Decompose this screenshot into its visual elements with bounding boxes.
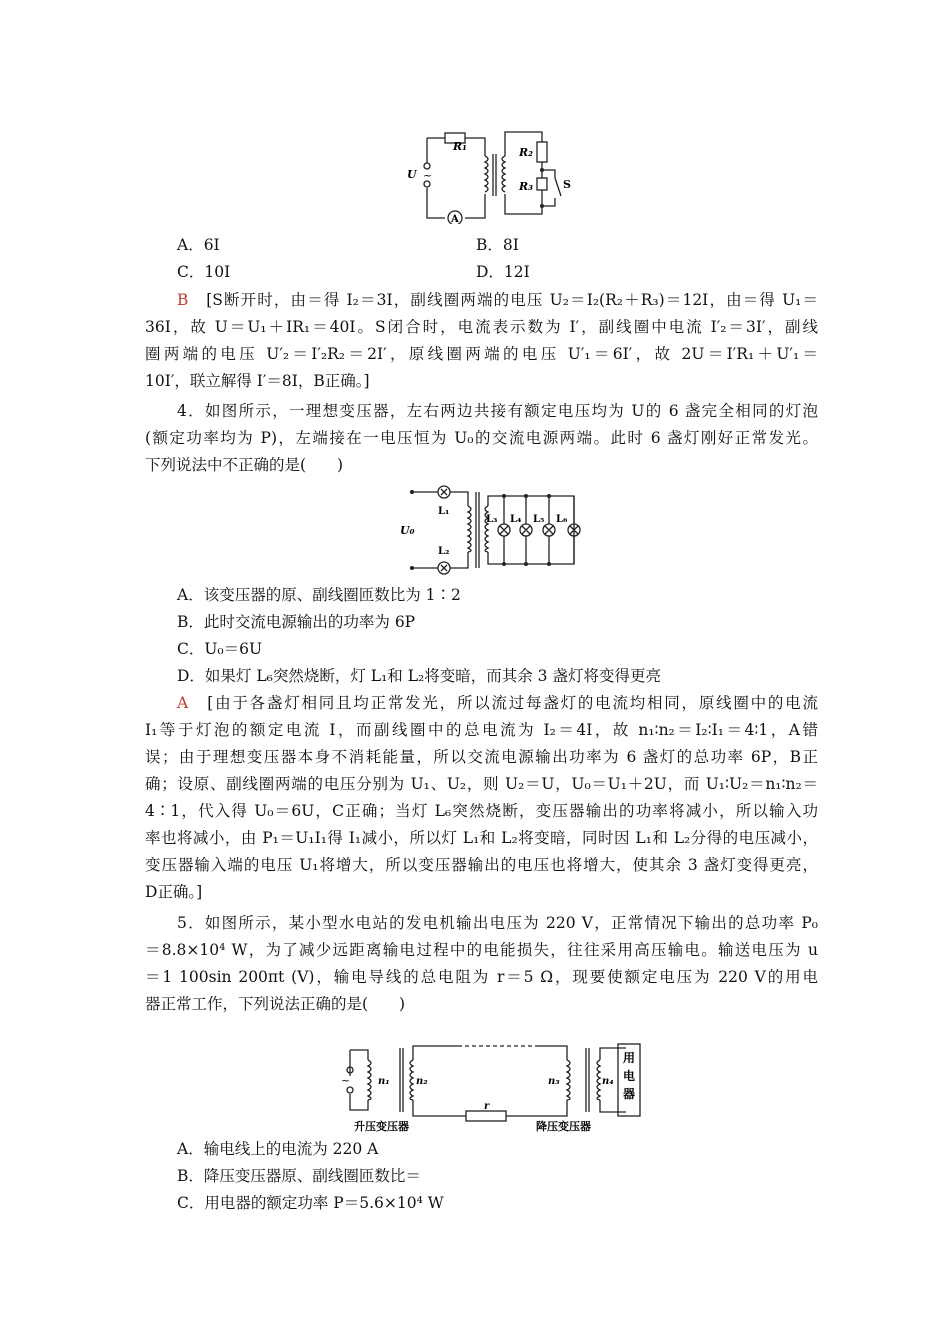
q5-option-c: C．用电器的额定功率 P＝5.6×10⁴ W (177, 1194, 444, 1212)
load-char-1: 用 (623, 1051, 636, 1065)
label-u0: U₀ (400, 524, 415, 537)
q4-explanation-line-5: 4∶1，代入得 U₀＝6U，C正确；当灯 L₆突然烧断，变压器输出的功率将减小，所以输入功 (145, 802, 818, 820)
q4-stem-line-3: 下列说法中不正确的是( ) (145, 456, 344, 474)
q3-explanation-line-2: 36I，故 U＝U₁＋IR₁＝40I。S闭合时，电流表示数为 I′，副线圈中电流 I′₂＝3I′，副线 (145, 318, 818, 336)
label-l2: L₂ (438, 546, 450, 557)
q4-answer-letter: A (177, 694, 189, 712)
label-r2: R₂ (519, 146, 533, 159)
q3-explanation-text-1: [S断开时，由＝得 I₂＝3I，副线圈两端的电压 U₂＝I₂(R₂＋R₃)＝12I，由＝得 U₁＝ (206, 291, 818, 309)
q3-option-d: D．12I (476, 263, 530, 281)
label-switch-s: S (563, 178, 571, 191)
label-n4: n₄ (602, 1076, 614, 1087)
q4-option-a: A．该变压器的原、副线圈匝数比为 1∶2 (177, 586, 461, 604)
circuit-figure-q3 (405, 118, 585, 224)
q3-explanation-line-1 (177, 290, 818, 310)
ac-source-symbol: ~ (423, 169, 433, 182)
generator-symbol: ~ (341, 1074, 351, 1087)
q4-option-d: D．如果灯 L₆突然烧断，灯 L₁和 L₂将变暗，而其余 3 盏灯将变得更亮 (177, 667, 661, 685)
power-transmission-figure-q5 (338, 1038, 654, 1132)
label-l5: L₅ (533, 514, 545, 525)
label-n2: n₂ (416, 1076, 428, 1087)
q4-explanation-line-2: I₁等于灯泡的额定电流 I，而副线圈中的总电流为 I₂＝4I，故 n₁∶n₂＝I₂∶I₁＝4∶1，A错 (145, 721, 818, 739)
ammeter-label: A (451, 214, 459, 224)
circuit-figure-q4 (398, 482, 588, 578)
q4-explanation-line-8: D正确。] (145, 883, 203, 901)
q3-option-a: A．6I (177, 236, 220, 254)
label-r1: R₁ (453, 140, 467, 153)
label-l1: L₁ (438, 506, 450, 517)
q3-explanation-line-3: 圈两端的电压 U′₂＝I′₂R₂＝2I′，原线圈两端的电压 U′₁＝6I′，故 2U＝I′R₁＋U′₁＝ (145, 345, 818, 363)
q4-stem-line-1: 4．如图所示，一理想变压器，左右两边共接有额定电压均为 U的 6 盏完全相同的灯泡 (177, 402, 818, 420)
q3-answer-letter: B (177, 291, 189, 309)
q3-option-c: C．10I (177, 263, 231, 281)
q4-option-b: B．此时交流电源输出的功率为 6P (177, 613, 416, 631)
q3-option-b: B．8I (476, 236, 519, 254)
step-down-caption: 降压变压器 (536, 1120, 591, 1132)
q5-stem-line-1: 5．如图所示，某小型水电站的发电机输出电压为 220 V，正常情况下输出的总功率 P₀ (177, 914, 818, 932)
q4-explanation-text-1: [由于各盏灯相同且均正常发光，所以流过每盏灯的电流均相同，原线圈中的电流 (207, 694, 818, 712)
label-l6: L₆ (556, 514, 568, 525)
label-r3: R₃ (519, 180, 533, 193)
q5-option-b: B．降压变压器原、副线圈匝数比＝ (177, 1167, 421, 1185)
label-n1: n₁ (378, 1076, 390, 1087)
q5-stem-line-4: 器正常工作，下列说法正确的是( ) (145, 995, 406, 1013)
q4-explanation-line-7: 变压器输入端的电压 U₁将增大，所以变压器输出的电压也将增大，使其余 3 盏灯变得更亮， (145, 856, 818, 874)
q5-stem-line-2: ＝8.8×10⁴ W，为了减少远距离输电过程中的电能损失，往往采用高压输电。输送电压为 u (145, 941, 818, 959)
step-up-caption: 升压变压器 (354, 1120, 409, 1132)
q4-option-c: C．U₀＝6U (177, 640, 263, 658)
q4-explanation-line-6: 率也将减小，由 P₁＝U₁I₁得 I₁减小，所以灯 L₁和 L₂将变暗，同时因 L₁和 L₂分得的电压减小， (145, 829, 818, 847)
q4-explanation-line-1 (177, 693, 818, 713)
q4-explanation-line-4: 确；设原、副线圈两端的电压分别为 U₁、U₂，则 U₂＝U，U₀＝U₁＋2U，而 U₁∶U₂＝n₁∶n₂＝ (145, 775, 818, 793)
q4-explanation-line-3: 误；由于理想变压器本身不消耗能量，所以交流电源输出功率为 6 盏灯的总功率 6P，B正 (145, 748, 818, 766)
q5-stem-line-3: ＝1 100sin 200πt (V)，输电导线的总电阻为 r＝5 Ω，现要使额定电压为 220 V的用电 (145, 968, 818, 986)
label-r: r (484, 1101, 490, 1112)
q5-option-a: A．输电线上的电流为 220 A (177, 1140, 379, 1158)
label-u: U (407, 168, 417, 181)
load-char-2: 电 (623, 1069, 636, 1083)
label-n3: n₃ (548, 1076, 560, 1087)
label-l3: L₃ (486, 514, 498, 525)
q3-explanation-line-4: 10I′，联立解得 I′＝8I，B正确。] (145, 372, 370, 390)
load-char-3: 器 (623, 1087, 636, 1101)
q4-stem-line-2: (额定功率均为 P)，左端接在一电压恒为 U₀的交流电源两端。此时 6 盏灯刚好正常发光。 (145, 429, 818, 447)
label-l4: L₄ (510, 514, 522, 525)
